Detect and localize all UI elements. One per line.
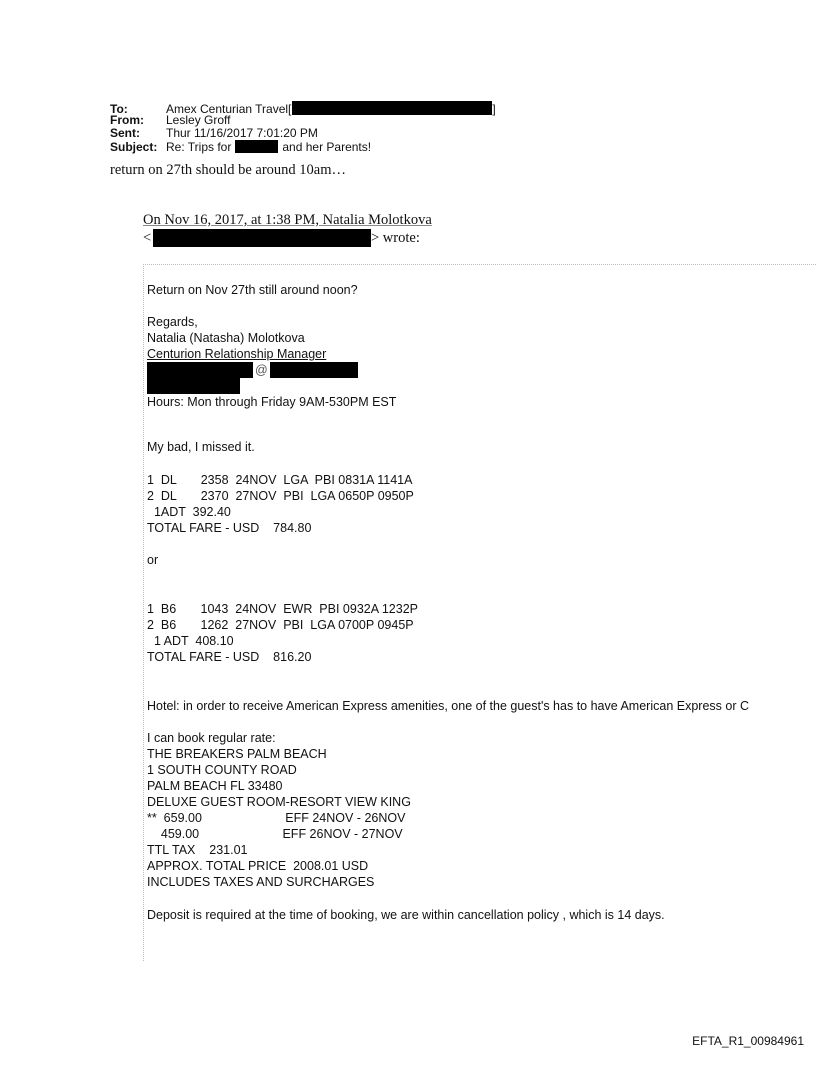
from-value: Lesley Groff xyxy=(166,113,231,127)
total-fare: TOTAL FARE - USD 784.80 xyxy=(147,521,312,535)
my-bad: My bad, I missed it. xyxy=(147,440,255,454)
to-suffix: ] xyxy=(492,102,496,116)
redaction-bar xyxy=(147,362,253,378)
document-id: EFTA_R1_00984961 xyxy=(692,1034,804,1048)
hotel-line: INCLUDES TAXES AND SURCHARGES xyxy=(147,875,375,889)
option2-itinerary xyxy=(147,601,418,665)
total-fare: TOTAL FARE - USD 816.20 xyxy=(147,650,312,664)
sent-line xyxy=(110,127,318,140)
subject-suffix: and her Parents! xyxy=(282,140,372,154)
quote-lt: < xyxy=(143,230,152,246)
flight-line: 2 DL 2370 27NOV PBI LGA 0650P 0950P xyxy=(147,489,414,503)
signature-at: @ xyxy=(255,363,268,377)
fare-line: 1ADT 392.40 xyxy=(147,505,231,519)
signature-hours: Hours: Mon through Friday 9AM-530PM EST xyxy=(147,395,397,409)
or-text: or xyxy=(147,553,159,567)
hotel-line: ** 659.00 EFF 24NOV - 26NOV xyxy=(147,811,406,825)
sent-value: Thur 11/16/2017 7:01:20 PM xyxy=(166,126,318,140)
flight-line: 2 B6 1262 27NOV PBI LGA 0700P 0945P xyxy=(147,618,414,632)
sent-label: Sent: xyxy=(110,126,140,140)
signature-regards: Regards, xyxy=(147,315,198,329)
fare-line: 1 ADT 408.10 xyxy=(147,634,234,648)
hotel-line: PALM BEACH FL 33480 xyxy=(147,779,283,793)
to-value: Amex Centurian Travel[ xyxy=(166,102,292,116)
signature-title: Centurion Relationship Manager xyxy=(147,347,327,361)
reply-body: return on 27th should be around 10am… xyxy=(110,162,346,178)
flight-line: 1 B6 1043 24NOV EWR PBI 0932A 1232P xyxy=(147,602,418,616)
to-label: To: xyxy=(110,102,128,116)
deposit-note: Deposit is required at the time of booking, we are within cancellation policy , which is 14 days. xyxy=(147,908,665,922)
redaction-bar xyxy=(147,378,240,394)
subject-prefix: Re: Trips for xyxy=(166,140,232,154)
hotel-details xyxy=(147,730,411,890)
signature-name: Natalia (Natasha) Molotkova xyxy=(147,331,305,345)
option1-itinerary xyxy=(147,472,414,536)
hotel-line: APPROX. TOTAL PRICE 2008.01 USD xyxy=(147,859,369,873)
subject-line xyxy=(110,140,371,154)
hotel-line: TTL TAX 231.01 xyxy=(147,843,248,857)
hotel-line: THE BREAKERS PALM BEACH xyxy=(147,747,327,761)
flight-line: 1 DL 2358 24NOV LGA PBI 0831A 1141A xyxy=(147,473,413,487)
subject-label: Subject: xyxy=(110,140,158,154)
redaction-bar xyxy=(153,229,371,247)
redaction-bar xyxy=(270,362,358,378)
redaction-bar xyxy=(235,140,278,153)
hotel-line: DELUXE GUEST ROOM-RESORT VIEW KING xyxy=(147,795,411,809)
quote-intro: On Nov 16, 2017, at 1:38 PM, Natalia Molotkova xyxy=(143,212,432,228)
hotel-line: 459.00 EFF 26NOV - 27NOV xyxy=(147,827,403,841)
from-label: From: xyxy=(110,113,144,127)
hotel-note: Hotel: in order to receive American Express amenities, one of the guest's has to have American Express or C xyxy=(147,699,749,713)
hotel-line: 1 SOUTH COUNTY ROAD xyxy=(147,763,297,777)
quote-wrote: > wrote: xyxy=(371,230,420,246)
redaction-bar xyxy=(292,101,492,115)
hotel-line: I can book regular rate: xyxy=(147,731,276,745)
quoted-question: Return on Nov 27th still around noon? xyxy=(147,283,358,297)
